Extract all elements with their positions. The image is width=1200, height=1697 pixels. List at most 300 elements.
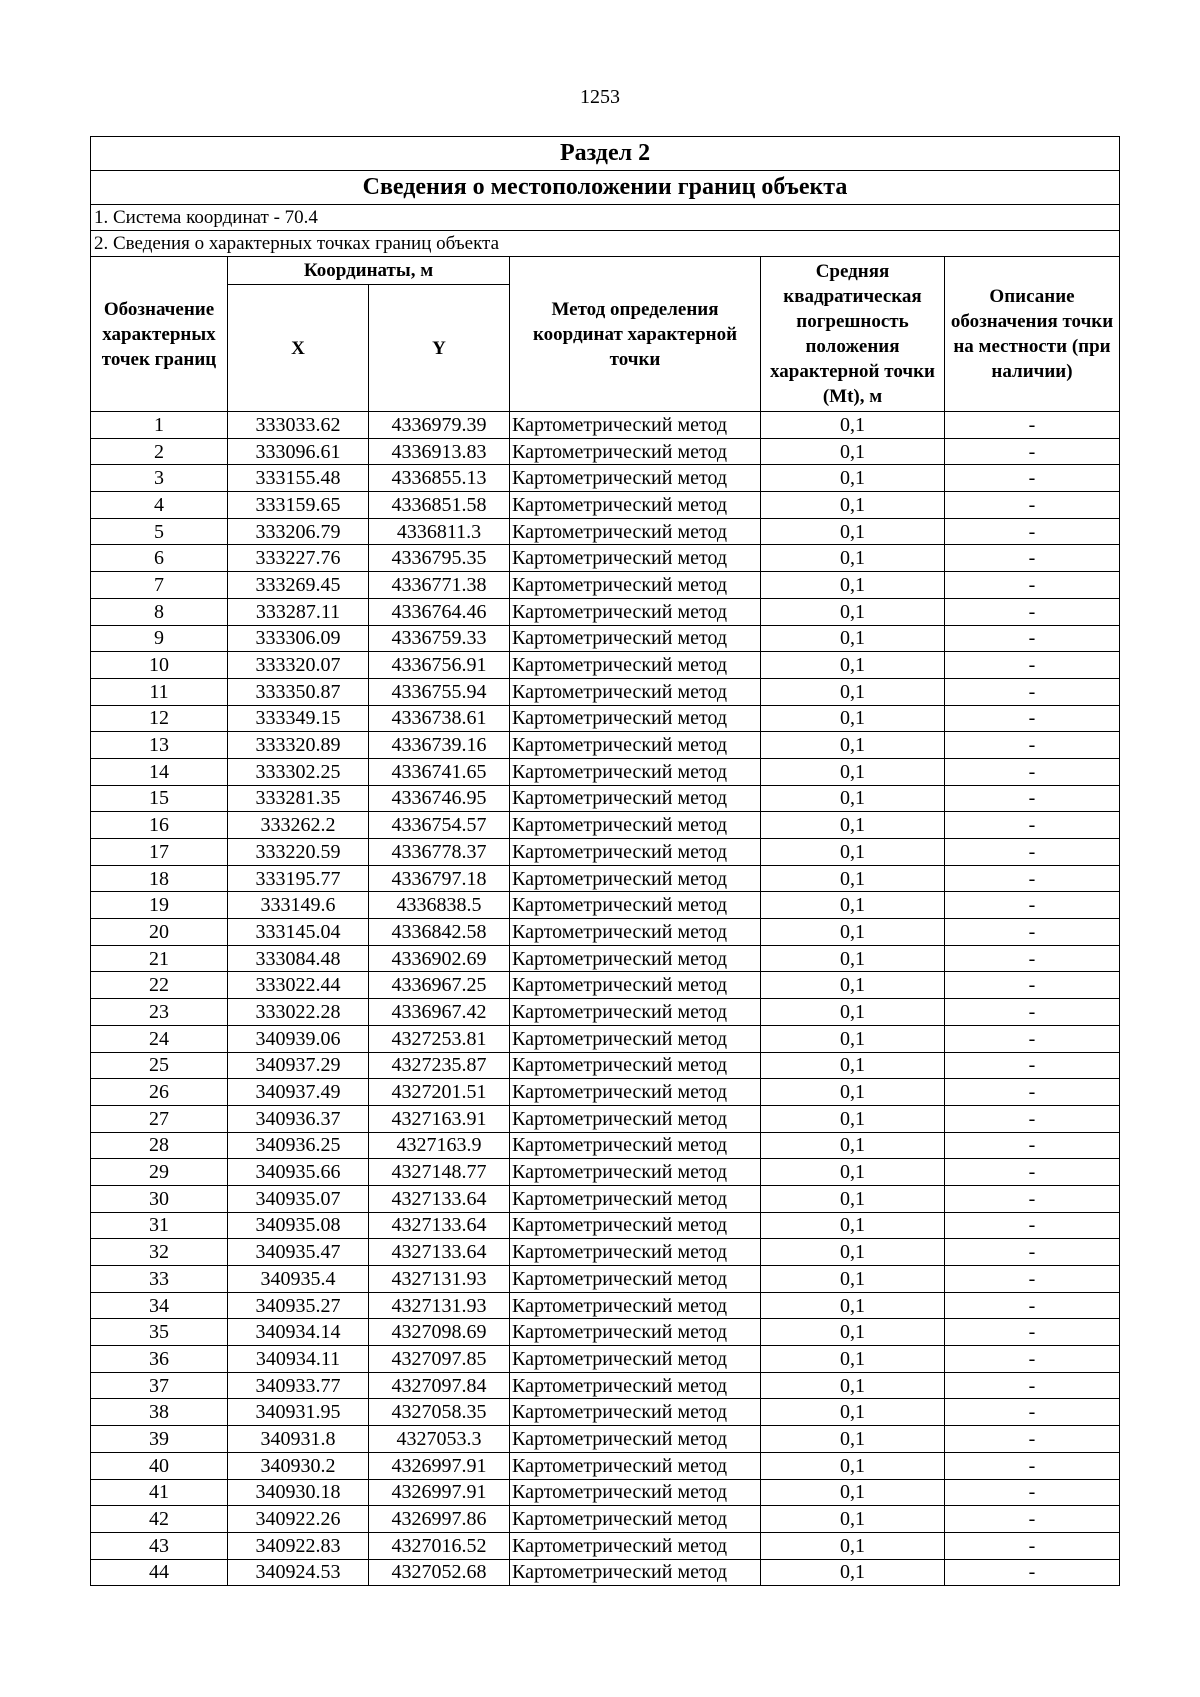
y-coordinate-cell: 4336755.94 bbox=[369, 678, 510, 705]
description-cell: - bbox=[945, 1479, 1120, 1506]
error-cell: 0,1 bbox=[761, 1399, 945, 1426]
description-cell: - bbox=[945, 652, 1120, 679]
y-coordinate-cell: 4336746.95 bbox=[369, 785, 510, 812]
y-coordinate-cell: 4336902.69 bbox=[369, 945, 510, 972]
point-number-cell: 32 bbox=[91, 1239, 228, 1266]
point-number-cell: 5 bbox=[91, 518, 228, 545]
point-number-cell: 30 bbox=[91, 1185, 228, 1212]
table-row bbox=[91, 1025, 1120, 1052]
y-coordinate-cell: 4327052.68 bbox=[369, 1559, 510, 1586]
method-cell: Картометрический метод bbox=[510, 652, 761, 679]
x-coordinate-cell: 340922.26 bbox=[228, 1506, 369, 1533]
error-cell: 0,1 bbox=[761, 1239, 945, 1266]
method-cell: Картометрический метод bbox=[510, 1266, 761, 1293]
error-cell: 0,1 bbox=[761, 972, 945, 999]
y-coordinate-cell: 4327163.9 bbox=[369, 1132, 510, 1159]
point-number-cell: 43 bbox=[91, 1532, 228, 1559]
x-coordinate-cell: 340931.95 bbox=[228, 1399, 369, 1426]
x-coordinate-cell: 340936.25 bbox=[228, 1132, 369, 1159]
point-number-cell: 38 bbox=[91, 1399, 228, 1426]
error-cell: 0,1 bbox=[761, 785, 945, 812]
method-cell: Картометрический метод bbox=[510, 1319, 761, 1346]
method-cell: Картометрический метод bbox=[510, 1105, 761, 1132]
x-coordinate-cell: 340937.29 bbox=[228, 1052, 369, 1079]
y-coordinate-cell: 4336738.61 bbox=[369, 705, 510, 732]
error-cell: 0,1 bbox=[761, 1079, 945, 1106]
table-row bbox=[91, 598, 1120, 625]
table-row bbox=[91, 1132, 1120, 1159]
method-cell: Картометрический метод bbox=[510, 465, 761, 492]
x-coordinate-cell: 340930.2 bbox=[228, 1452, 369, 1479]
point-number-cell: 25 bbox=[91, 1052, 228, 1079]
error-cell: 0,1 bbox=[761, 1052, 945, 1079]
description-cell: - bbox=[945, 1426, 1120, 1453]
point-number-cell: 39 bbox=[91, 1426, 228, 1453]
description-cell: - bbox=[945, 865, 1120, 892]
table-row bbox=[91, 812, 1120, 839]
description-cell: - bbox=[945, 625, 1120, 652]
table-row bbox=[91, 705, 1120, 732]
point-number-cell: 20 bbox=[91, 919, 228, 946]
header-x: X bbox=[228, 285, 369, 412]
method-cell: Картометрический метод bbox=[510, 1479, 761, 1506]
y-coordinate-cell: 4327053.3 bbox=[369, 1426, 510, 1453]
y-coordinate-cell: 4327131.93 bbox=[369, 1266, 510, 1293]
coord-system-line: 1. Система координат - 70.4 bbox=[91, 205, 1120, 231]
x-coordinate-cell: 333350.87 bbox=[228, 678, 369, 705]
description-cell: - bbox=[945, 678, 1120, 705]
x-coordinate-cell: 333195.77 bbox=[228, 865, 369, 892]
x-coordinate-cell: 333281.35 bbox=[228, 785, 369, 812]
table-row bbox=[91, 1452, 1120, 1479]
method-cell: Картометрический метод bbox=[510, 865, 761, 892]
x-coordinate-cell: 333320.89 bbox=[228, 732, 369, 759]
description-cell: - bbox=[945, 572, 1120, 599]
error-cell: 0,1 bbox=[761, 1319, 945, 1346]
x-coordinate-cell: 340937.49 bbox=[228, 1079, 369, 1106]
table-row bbox=[91, 919, 1120, 946]
error-cell: 0,1 bbox=[761, 865, 945, 892]
x-coordinate-cell: 340934.11 bbox=[228, 1346, 369, 1373]
method-cell: Картометрический метод bbox=[510, 812, 761, 839]
point-number-cell: 7 bbox=[91, 572, 228, 599]
point-number-cell: 3 bbox=[91, 465, 228, 492]
x-coordinate-cell: 340935.4 bbox=[228, 1266, 369, 1293]
y-coordinate-cell: 4336842.58 bbox=[369, 919, 510, 946]
x-coordinate-cell: 340935.66 bbox=[228, 1159, 369, 1186]
error-cell: 0,1 bbox=[761, 919, 945, 946]
description-cell: - bbox=[945, 1266, 1120, 1293]
x-coordinate-cell: 333155.48 bbox=[228, 465, 369, 492]
x-coordinate-cell: 333145.04 bbox=[228, 919, 369, 946]
description-cell: - bbox=[945, 892, 1120, 919]
x-coordinate-cell: 333084.48 bbox=[228, 945, 369, 972]
x-coordinate-cell: 340933.77 bbox=[228, 1372, 369, 1399]
point-number-cell: 31 bbox=[91, 1212, 228, 1239]
x-coordinate-cell: 340935.27 bbox=[228, 1292, 369, 1319]
description-cell: - bbox=[945, 972, 1120, 999]
y-coordinate-cell: 4326997.91 bbox=[369, 1479, 510, 1506]
method-cell: Картометрический метод bbox=[510, 438, 761, 465]
description-cell: - bbox=[945, 438, 1120, 465]
y-coordinate-cell: 4336797.18 bbox=[369, 865, 510, 892]
error-cell: 0,1 bbox=[761, 1479, 945, 1506]
description-cell: - bbox=[945, 945, 1120, 972]
point-number-cell: 12 bbox=[91, 705, 228, 732]
table-row bbox=[91, 572, 1120, 599]
table-row bbox=[91, 1159, 1120, 1186]
method-cell: Картометрический метод bbox=[510, 1052, 761, 1079]
table-row bbox=[91, 492, 1120, 519]
description-cell: - bbox=[945, 1532, 1120, 1559]
x-coordinate-cell: 333262.2 bbox=[228, 812, 369, 839]
y-coordinate-cell: 4327133.64 bbox=[369, 1239, 510, 1266]
table-row bbox=[91, 785, 1120, 812]
method-cell: Картометрический метод bbox=[510, 1426, 761, 1453]
description-cell: - bbox=[945, 1239, 1120, 1266]
point-number-cell: 11 bbox=[91, 678, 228, 705]
method-cell: Картометрический метод bbox=[510, 492, 761, 519]
description-cell: - bbox=[945, 1292, 1120, 1319]
table-row bbox=[91, 625, 1120, 652]
error-cell: 0,1 bbox=[761, 465, 945, 492]
error-cell: 0,1 bbox=[761, 1266, 945, 1293]
error-cell: 0,1 bbox=[761, 1426, 945, 1453]
point-number-cell: 14 bbox=[91, 758, 228, 785]
method-cell: Картометрический метод bbox=[510, 758, 761, 785]
error-cell: 0,1 bbox=[761, 1292, 945, 1319]
x-coordinate-cell: 333096.61 bbox=[228, 438, 369, 465]
method-cell: Картометрический метод bbox=[510, 572, 761, 599]
table-body bbox=[91, 412, 1120, 1586]
description-cell: - bbox=[945, 1399, 1120, 1426]
x-coordinate-cell: 333022.28 bbox=[228, 999, 369, 1026]
x-coordinate-cell: 340935.07 bbox=[228, 1185, 369, 1212]
y-coordinate-cell: 4336979.39 bbox=[369, 412, 510, 439]
method-cell: Картометрический метод bbox=[510, 678, 761, 705]
x-coordinate-cell: 340939.06 bbox=[228, 1025, 369, 1052]
description-cell: - bbox=[945, 1105, 1120, 1132]
table-row bbox=[91, 732, 1120, 759]
point-number-cell: 16 bbox=[91, 812, 228, 839]
x-coordinate-cell: 333287.11 bbox=[228, 598, 369, 625]
table-row bbox=[91, 972, 1120, 999]
method-cell: Картометрический метод bbox=[510, 972, 761, 999]
description-cell: - bbox=[945, 919, 1120, 946]
point-number-cell: 18 bbox=[91, 865, 228, 892]
description-cell: - bbox=[945, 1079, 1120, 1106]
point-number-cell: 19 bbox=[91, 892, 228, 919]
error-cell: 0,1 bbox=[761, 1559, 945, 1586]
description-cell: - bbox=[945, 785, 1120, 812]
error-cell: 0,1 bbox=[761, 1132, 945, 1159]
y-coordinate-cell: 4336759.33 bbox=[369, 625, 510, 652]
table-row bbox=[91, 412, 1120, 439]
x-coordinate-cell: 333269.45 bbox=[228, 572, 369, 599]
y-coordinate-cell: 4327016.52 bbox=[369, 1532, 510, 1559]
point-number-cell: 9 bbox=[91, 625, 228, 652]
description-cell: - bbox=[945, 1025, 1120, 1052]
point-number-cell: 17 bbox=[91, 839, 228, 866]
method-cell: Картометрический метод bbox=[510, 1559, 761, 1586]
x-coordinate-cell: 340922.83 bbox=[228, 1532, 369, 1559]
method-cell: Картометрический метод bbox=[510, 1399, 761, 1426]
point-number-cell: 44 bbox=[91, 1559, 228, 1586]
description-cell: - bbox=[945, 732, 1120, 759]
table-row bbox=[91, 758, 1120, 785]
description-cell: - bbox=[945, 1212, 1120, 1239]
description-cell: - bbox=[945, 492, 1120, 519]
x-coordinate-cell: 340935.08 bbox=[228, 1212, 369, 1239]
table-row bbox=[91, 945, 1120, 972]
description-cell: - bbox=[945, 1372, 1120, 1399]
y-coordinate-cell: 4336795.35 bbox=[369, 545, 510, 572]
error-cell: 0,1 bbox=[761, 625, 945, 652]
y-coordinate-cell: 4326997.86 bbox=[369, 1506, 510, 1533]
table-row bbox=[91, 518, 1120, 545]
table-row bbox=[91, 1479, 1120, 1506]
table-row bbox=[91, 1346, 1120, 1373]
method-cell: Картометрический метод bbox=[510, 1532, 761, 1559]
method-cell: Картометрический метод bbox=[510, 1346, 761, 1373]
error-cell: 0,1 bbox=[761, 732, 945, 759]
table-row bbox=[91, 1266, 1120, 1293]
y-coordinate-cell: 4327133.64 bbox=[369, 1185, 510, 1212]
point-number-cell: 6 bbox=[91, 545, 228, 572]
y-coordinate-cell: 4336754.57 bbox=[369, 812, 510, 839]
table-row bbox=[91, 839, 1120, 866]
point-number-cell: 27 bbox=[91, 1105, 228, 1132]
error-cell: 0,1 bbox=[761, 945, 945, 972]
header-mean-square-error: Средняя квадратическая погрешность положения характерной точки (Mt), м bbox=[761, 257, 945, 412]
page-number: 1253 bbox=[580, 86, 620, 108]
x-coordinate-cell: 340935.47 bbox=[228, 1239, 369, 1266]
boundary-points-table bbox=[90, 136, 1120, 1586]
method-cell: Картометрический метод bbox=[510, 945, 761, 972]
table-row bbox=[91, 1079, 1120, 1106]
method-cell: Картометрический метод bbox=[510, 999, 761, 1026]
error-cell: 0,1 bbox=[761, 1185, 945, 1212]
description-cell: - bbox=[945, 999, 1120, 1026]
description-cell: - bbox=[945, 758, 1120, 785]
description-cell: - bbox=[945, 598, 1120, 625]
y-coordinate-cell: 4327201.51 bbox=[369, 1079, 510, 1106]
method-cell: Картометрический метод bbox=[510, 892, 761, 919]
point-number-cell: 34 bbox=[91, 1292, 228, 1319]
error-cell: 0,1 bbox=[761, 678, 945, 705]
method-cell: Картометрический метод bbox=[510, 785, 761, 812]
y-coordinate-cell: 4336967.25 bbox=[369, 972, 510, 999]
x-coordinate-cell: 333159.65 bbox=[228, 492, 369, 519]
description-cell: - bbox=[945, 1132, 1120, 1159]
x-coordinate-cell: 333349.15 bbox=[228, 705, 369, 732]
y-coordinate-cell: 4336778.37 bbox=[369, 839, 510, 866]
method-cell: Картометрический метод bbox=[510, 1452, 761, 1479]
x-coordinate-cell: 340936.37 bbox=[228, 1105, 369, 1132]
error-cell: 0,1 bbox=[761, 1346, 945, 1373]
point-number-cell: 36 bbox=[91, 1346, 228, 1373]
point-number-cell: 10 bbox=[91, 652, 228, 679]
table-row bbox=[91, 465, 1120, 492]
header-y: Y bbox=[369, 285, 510, 412]
description-cell: - bbox=[945, 705, 1120, 732]
point-number-cell: 35 bbox=[91, 1319, 228, 1346]
error-cell: 0,1 bbox=[761, 1532, 945, 1559]
point-number-cell: 41 bbox=[91, 1479, 228, 1506]
point-number-cell: 22 bbox=[91, 972, 228, 999]
x-coordinate-cell: 340930.18 bbox=[228, 1479, 369, 1506]
x-coordinate-cell: 340934.14 bbox=[228, 1319, 369, 1346]
x-coordinate-cell: 333022.44 bbox=[228, 972, 369, 999]
error-cell: 0,1 bbox=[761, 492, 945, 519]
y-coordinate-cell: 4336764.46 bbox=[369, 598, 510, 625]
table-row bbox=[91, 1399, 1120, 1426]
description-cell: - bbox=[945, 1159, 1120, 1186]
x-coordinate-cell: 333033.62 bbox=[228, 412, 369, 439]
error-cell: 0,1 bbox=[761, 1105, 945, 1132]
error-cell: 0,1 bbox=[761, 652, 945, 679]
point-number-cell: 37 bbox=[91, 1372, 228, 1399]
point-number-cell: 24 bbox=[91, 1025, 228, 1052]
y-coordinate-cell: 4336739.16 bbox=[369, 732, 510, 759]
table-row bbox=[91, 1532, 1120, 1559]
table-row bbox=[91, 865, 1120, 892]
description-cell: - bbox=[945, 518, 1120, 545]
y-coordinate-cell: 4336741.65 bbox=[369, 758, 510, 785]
description-cell: - bbox=[945, 1506, 1120, 1533]
error-cell: 0,1 bbox=[761, 812, 945, 839]
x-coordinate-cell: 340931.8 bbox=[228, 1426, 369, 1453]
y-coordinate-cell: 4327097.84 bbox=[369, 1372, 510, 1399]
table-row bbox=[91, 1506, 1120, 1533]
method-cell: Картометрический метод bbox=[510, 1372, 761, 1399]
header-point-designation: Обозначение характерных точек границ bbox=[91, 257, 228, 412]
method-cell: Картометрический метод bbox=[510, 625, 761, 652]
method-cell: Картометрический метод bbox=[510, 1079, 761, 1106]
points-heading-line: 2. Сведения о характерных точках границ объекта bbox=[91, 231, 1120, 257]
y-coordinate-cell: 4327097.85 bbox=[369, 1346, 510, 1373]
description-cell: - bbox=[945, 465, 1120, 492]
x-coordinate-cell: 333227.76 bbox=[228, 545, 369, 572]
y-coordinate-cell: 4336756.91 bbox=[369, 652, 510, 679]
point-number-cell: 23 bbox=[91, 999, 228, 1026]
error-cell: 0,1 bbox=[761, 545, 945, 572]
table-row bbox=[91, 999, 1120, 1026]
error-cell: 0,1 bbox=[761, 705, 945, 732]
error-cell: 0,1 bbox=[761, 1506, 945, 1533]
error-cell: 0,1 bbox=[761, 892, 945, 919]
x-coordinate-cell: 333302.25 bbox=[228, 758, 369, 785]
table-row bbox=[91, 1559, 1120, 1586]
table-row bbox=[91, 1239, 1120, 1266]
point-number-cell: 40 bbox=[91, 1452, 228, 1479]
description-cell: - bbox=[945, 1319, 1120, 1346]
y-coordinate-cell: 4336913.83 bbox=[369, 438, 510, 465]
point-number-cell: 13 bbox=[91, 732, 228, 759]
y-coordinate-cell: 4336811.3 bbox=[369, 518, 510, 545]
method-cell: Картометрический метод bbox=[510, 1185, 761, 1212]
y-coordinate-cell: 4336771.38 bbox=[369, 572, 510, 599]
y-coordinate-cell: 4327098.69 bbox=[369, 1319, 510, 1346]
method-cell: Картометрический метод bbox=[510, 1212, 761, 1239]
table-row bbox=[91, 438, 1120, 465]
error-cell: 0,1 bbox=[761, 1372, 945, 1399]
y-coordinate-cell: 4336855.13 bbox=[369, 465, 510, 492]
error-cell: 0,1 bbox=[761, 758, 945, 785]
point-number-cell: 15 bbox=[91, 785, 228, 812]
error-cell: 0,1 bbox=[761, 839, 945, 866]
table-row bbox=[91, 678, 1120, 705]
error-cell: 0,1 bbox=[761, 572, 945, 599]
description-cell: - bbox=[945, 1052, 1120, 1079]
point-number-cell: 42 bbox=[91, 1506, 228, 1533]
error-cell: 0,1 bbox=[761, 1212, 945, 1239]
method-cell: Картометрический метод bbox=[510, 518, 761, 545]
point-number-cell: 21 bbox=[91, 945, 228, 972]
description-cell: - bbox=[945, 1185, 1120, 1212]
point-number-cell: 26 bbox=[91, 1079, 228, 1106]
method-cell: Картометрический метод bbox=[510, 1239, 761, 1266]
table-row bbox=[91, 1426, 1120, 1453]
description-cell: - bbox=[945, 1452, 1120, 1479]
y-coordinate-cell: 4327058.35 bbox=[369, 1399, 510, 1426]
y-coordinate-cell: 4336967.42 bbox=[369, 999, 510, 1026]
y-coordinate-cell: 4327235.87 bbox=[369, 1052, 510, 1079]
table-row bbox=[91, 545, 1120, 572]
y-coordinate-cell: 4326997.91 bbox=[369, 1452, 510, 1479]
point-number-cell: 1 bbox=[91, 412, 228, 439]
x-coordinate-cell: 333149.6 bbox=[228, 892, 369, 919]
error-cell: 0,1 bbox=[761, 1452, 945, 1479]
y-coordinate-cell: 4327131.93 bbox=[369, 1292, 510, 1319]
description-cell: - bbox=[945, 1559, 1120, 1586]
point-number-cell: 4 bbox=[91, 492, 228, 519]
header-point-description: Описание обозначения точки на местности (при наличии) bbox=[945, 257, 1120, 412]
table-row bbox=[91, 1052, 1120, 1079]
y-coordinate-cell: 4327148.77 bbox=[369, 1159, 510, 1186]
point-number-cell: 29 bbox=[91, 1159, 228, 1186]
table-row bbox=[91, 1212, 1120, 1239]
point-number-cell: 28 bbox=[91, 1132, 228, 1159]
error-cell: 0,1 bbox=[761, 518, 945, 545]
error-cell: 0,1 bbox=[761, 438, 945, 465]
description-cell: - bbox=[945, 1346, 1120, 1373]
table-row bbox=[91, 1319, 1120, 1346]
method-cell: Картометрический метод bbox=[510, 839, 761, 866]
x-coordinate-cell: 340924.53 bbox=[228, 1559, 369, 1586]
method-cell: Картометрический метод bbox=[510, 1159, 761, 1186]
error-cell: 0,1 bbox=[761, 1159, 945, 1186]
method-cell: Картометрический метод bbox=[510, 732, 761, 759]
header-method: Метод определения координат характерной точки bbox=[510, 257, 761, 412]
table-row bbox=[91, 1185, 1120, 1212]
x-coordinate-cell: 333320.07 bbox=[228, 652, 369, 679]
section-subtitle: Сведения о местоположении границ объекта bbox=[91, 171, 1120, 205]
method-cell: Картометрический метод bbox=[510, 1132, 761, 1159]
y-coordinate-cell: 4327133.64 bbox=[369, 1212, 510, 1239]
point-number-cell: 2 bbox=[91, 438, 228, 465]
method-cell: Картометрический метод bbox=[510, 1506, 761, 1533]
table-row bbox=[91, 1292, 1120, 1319]
description-cell: - bbox=[945, 545, 1120, 572]
description-cell: - bbox=[945, 812, 1120, 839]
error-cell: 0,1 bbox=[761, 412, 945, 439]
x-coordinate-cell: 333206.79 bbox=[228, 518, 369, 545]
method-cell: Картометрический метод bbox=[510, 545, 761, 572]
description-cell: - bbox=[945, 839, 1120, 866]
method-cell: Картометрический метод bbox=[510, 919, 761, 946]
x-coordinate-cell: 333220.59 bbox=[228, 839, 369, 866]
